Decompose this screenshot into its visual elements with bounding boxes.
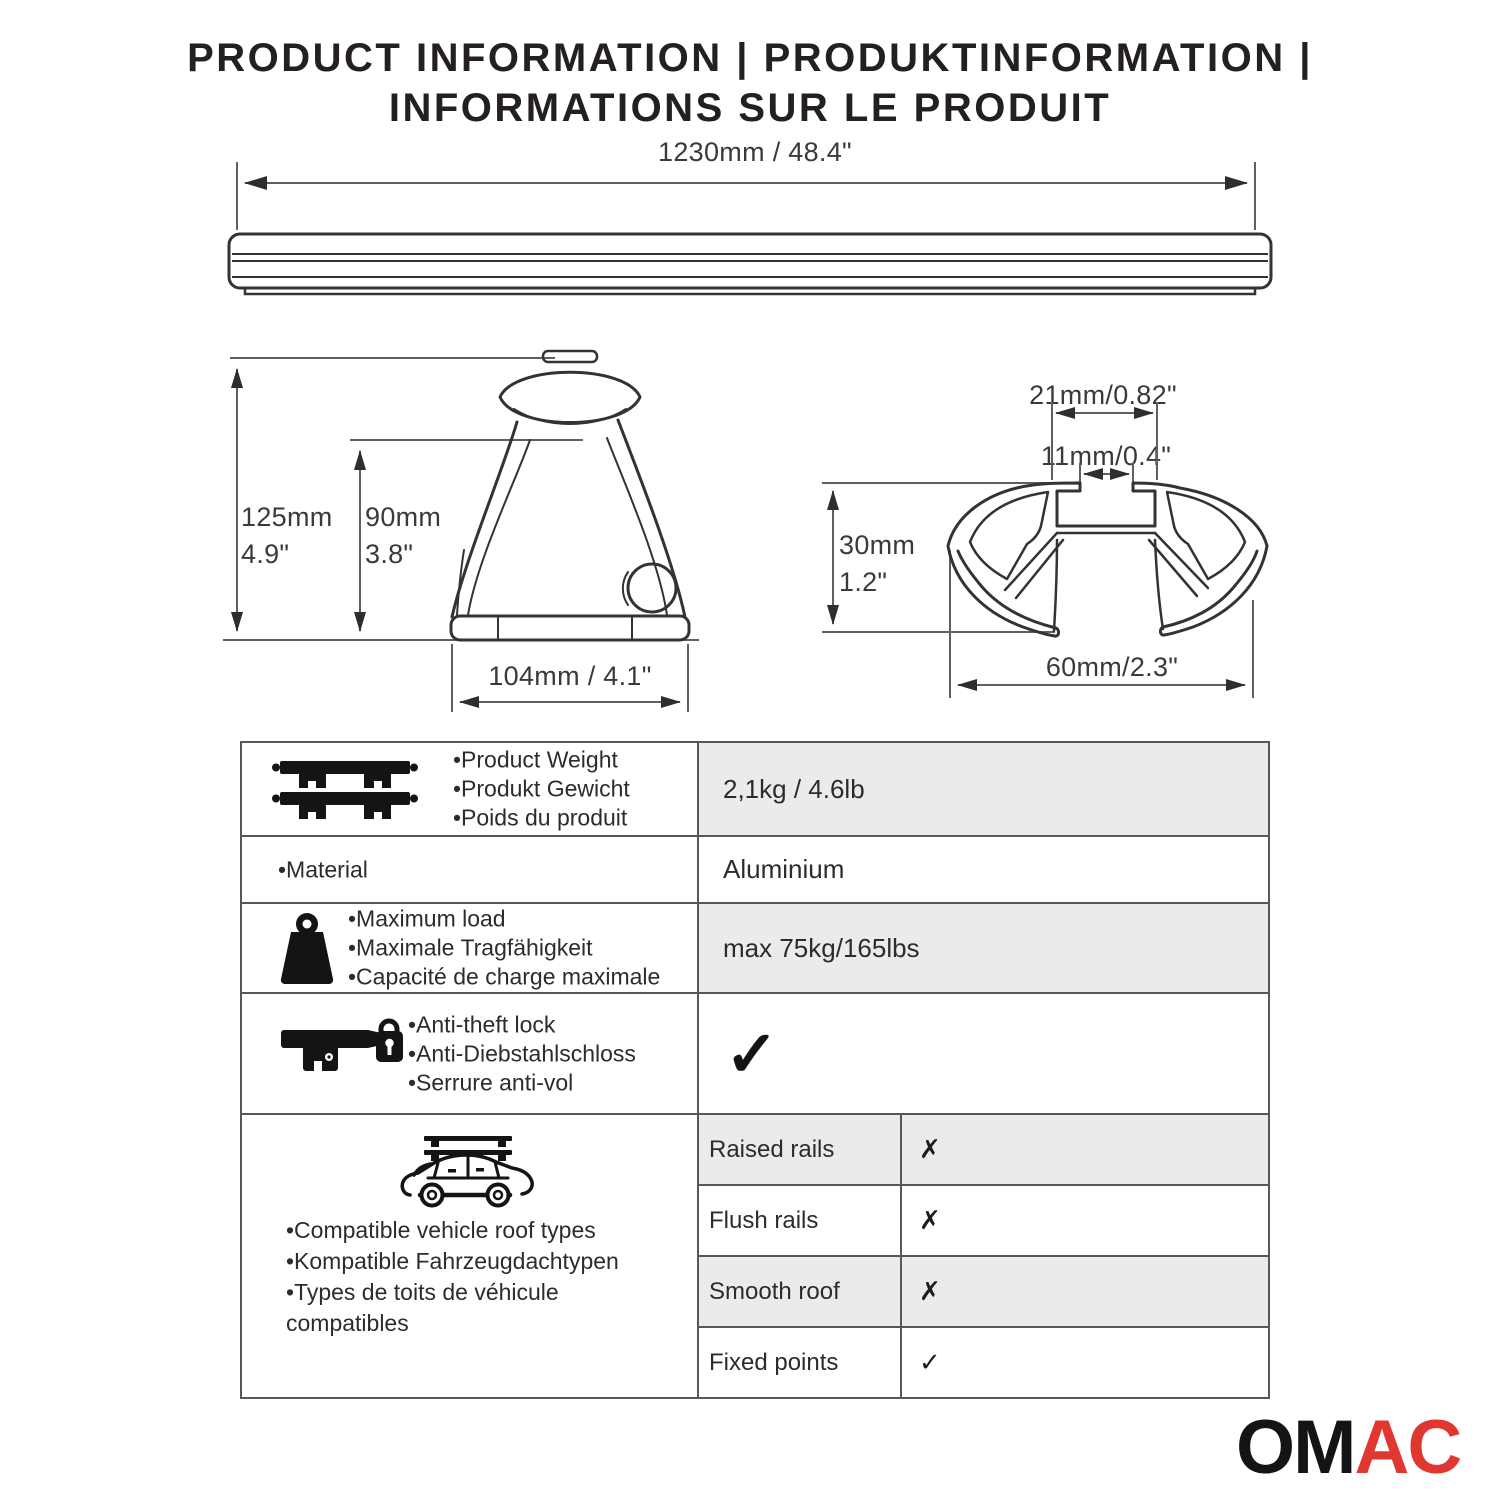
foot-diagram — [215, 345, 715, 723]
material-label-cell — [242, 837, 699, 902]
smooth-roof-value: ✗ — [919, 1276, 941, 1306]
subrow-smooth-roof — [699, 1257, 1268, 1328]
page-title-line1: PRODUCT INFORMATION | PRODUKTINFORMATION | — [187, 36, 1313, 80]
profile-dimensions — [822, 402, 1253, 698]
label-max-load-fr: •Capacité de charge maximale — [348, 963, 661, 990]
table-row-max-load — [242, 904, 1268, 994]
roof-types-value-cell — [699, 1115, 1268, 1397]
lock-icon — [280, 1016, 408, 1078]
flush-rails-value: ✗ — [919, 1205, 941, 1235]
weight-icon — [276, 913, 338, 985]
bar-length-dimension — [237, 162, 1255, 230]
bar-length-diagram — [215, 135, 1290, 315]
foot-drawing — [451, 351, 689, 640]
anti-theft-label-cell — [242, 994, 699, 1113]
foot-inner-height-in-label: 3.8" — [365, 539, 414, 569]
label-material: •Material — [278, 856, 368, 882]
table-row-product-weight — [242, 743, 1268, 837]
foot-inner-height-mm-label: 90mm — [365, 502, 442, 532]
label-anti-theft-en: •Anti-theft lock — [408, 1011, 556, 1037]
subrow-fixed-points — [699, 1328, 1268, 1397]
omac-logo — [1236, 1405, 1461, 1490]
label-product-weight-de: •Produkt Gewicht — [453, 775, 630, 802]
profile-height-mm-label: 30mm — [839, 530, 916, 560]
page-title — [0, 33, 1500, 133]
roof-types-subtable — [699, 1115, 1268, 1397]
raised-rails-label: Raised rails — [699, 1115, 902, 1184]
max-load-value: max 75kg/165lbs — [723, 932, 920, 963]
product-weight-label-cell — [242, 743, 699, 835]
label-roof-types-fr2: compatibles — [286, 1310, 409, 1336]
subrow-raised-rails — [699, 1115, 1268, 1186]
max-load-label-cell — [242, 904, 699, 992]
bar-length-label: 1230mm / 48.4" — [658, 137, 852, 167]
label-anti-theft-fr: •Serrure anti-vol — [408, 1069, 574, 1095]
label-product-weight-fr: •Poids du produit — [453, 804, 628, 831]
omac-logo-black: OM — [1236, 1405, 1355, 1490]
fixed-points-label: Fixed points — [699, 1328, 902, 1397]
profile-slot-inner-label: 11mm/0.4" — [1040, 441, 1172, 471]
omac-logo-red: AC — [1354, 1405, 1461, 1490]
profile-width-label: 60mm/2.3" — [1045, 652, 1179, 682]
foot-height-in-label: 4.9" — [241, 539, 290, 569]
table-row-roof-types — [242, 1115, 1268, 1397]
profile-drawing — [948, 483, 1267, 636]
smooth-roof-label: Smooth roof — [699, 1257, 902, 1326]
anti-theft-check: ✓ — [725, 1017, 779, 1090]
foot-height-mm-label: 125mm — [241, 502, 333, 532]
fixed-points-value: ✓ — [919, 1347, 941, 1377]
label-roof-types-en: •Compatible vehicle roof types — [286, 1217, 596, 1243]
roof-bars-icon — [272, 760, 418, 820]
profile-slot-outer-label: 21mm/0.82" — [1029, 380, 1177, 410]
label-anti-theft-de: •Anti-Diebstahlschloss — [408, 1040, 636, 1066]
table-row-material — [242, 837, 1268, 904]
label-roof-types-de: •Kompatible Fahrzeugdachtypen — [286, 1248, 619, 1274]
raised-rails-value: ✗ — [919, 1134, 941, 1164]
roof-types-label-cell — [242, 1115, 699, 1397]
page-title-line2: INFORMATIONS SUR LE PRODUIT — [388, 86, 1112, 130]
material-value: Aluminium — [723, 854, 845, 884]
table-row-anti-theft — [242, 994, 1268, 1115]
foot-base-width-label: 104mm / 4.1" — [488, 661, 652, 691]
max-load-value-cell — [699, 904, 1268, 992]
label-max-load-de: •Maximale Tragfähigkeit — [348, 934, 593, 961]
product-weight-value: 2,1kg / 4.6lb — [723, 773, 865, 804]
anti-theft-value-cell — [699, 994, 1268, 1113]
label-roof-types-fr: •Types de toits de véhicule — [286, 1279, 559, 1305]
profile-height-in-label: 1.2" — [839, 567, 888, 597]
subrow-flush-rails — [699, 1186, 1268, 1257]
product-weight-value-cell — [699, 743, 1268, 835]
label-max-load-en: •Maximum load — [348, 905, 506, 932]
crossbar-drawing — [229, 234, 1271, 294]
profile-diagram — [805, 350, 1290, 720]
label-product-weight-en: •Product Weight — [453, 746, 618, 773]
car-roof-rack-icon — [398, 1136, 538, 1214]
material-value-cell — [699, 837, 1268, 902]
flush-rails-label: Flush rails — [699, 1186, 902, 1255]
spec-table — [240, 741, 1270, 1399]
